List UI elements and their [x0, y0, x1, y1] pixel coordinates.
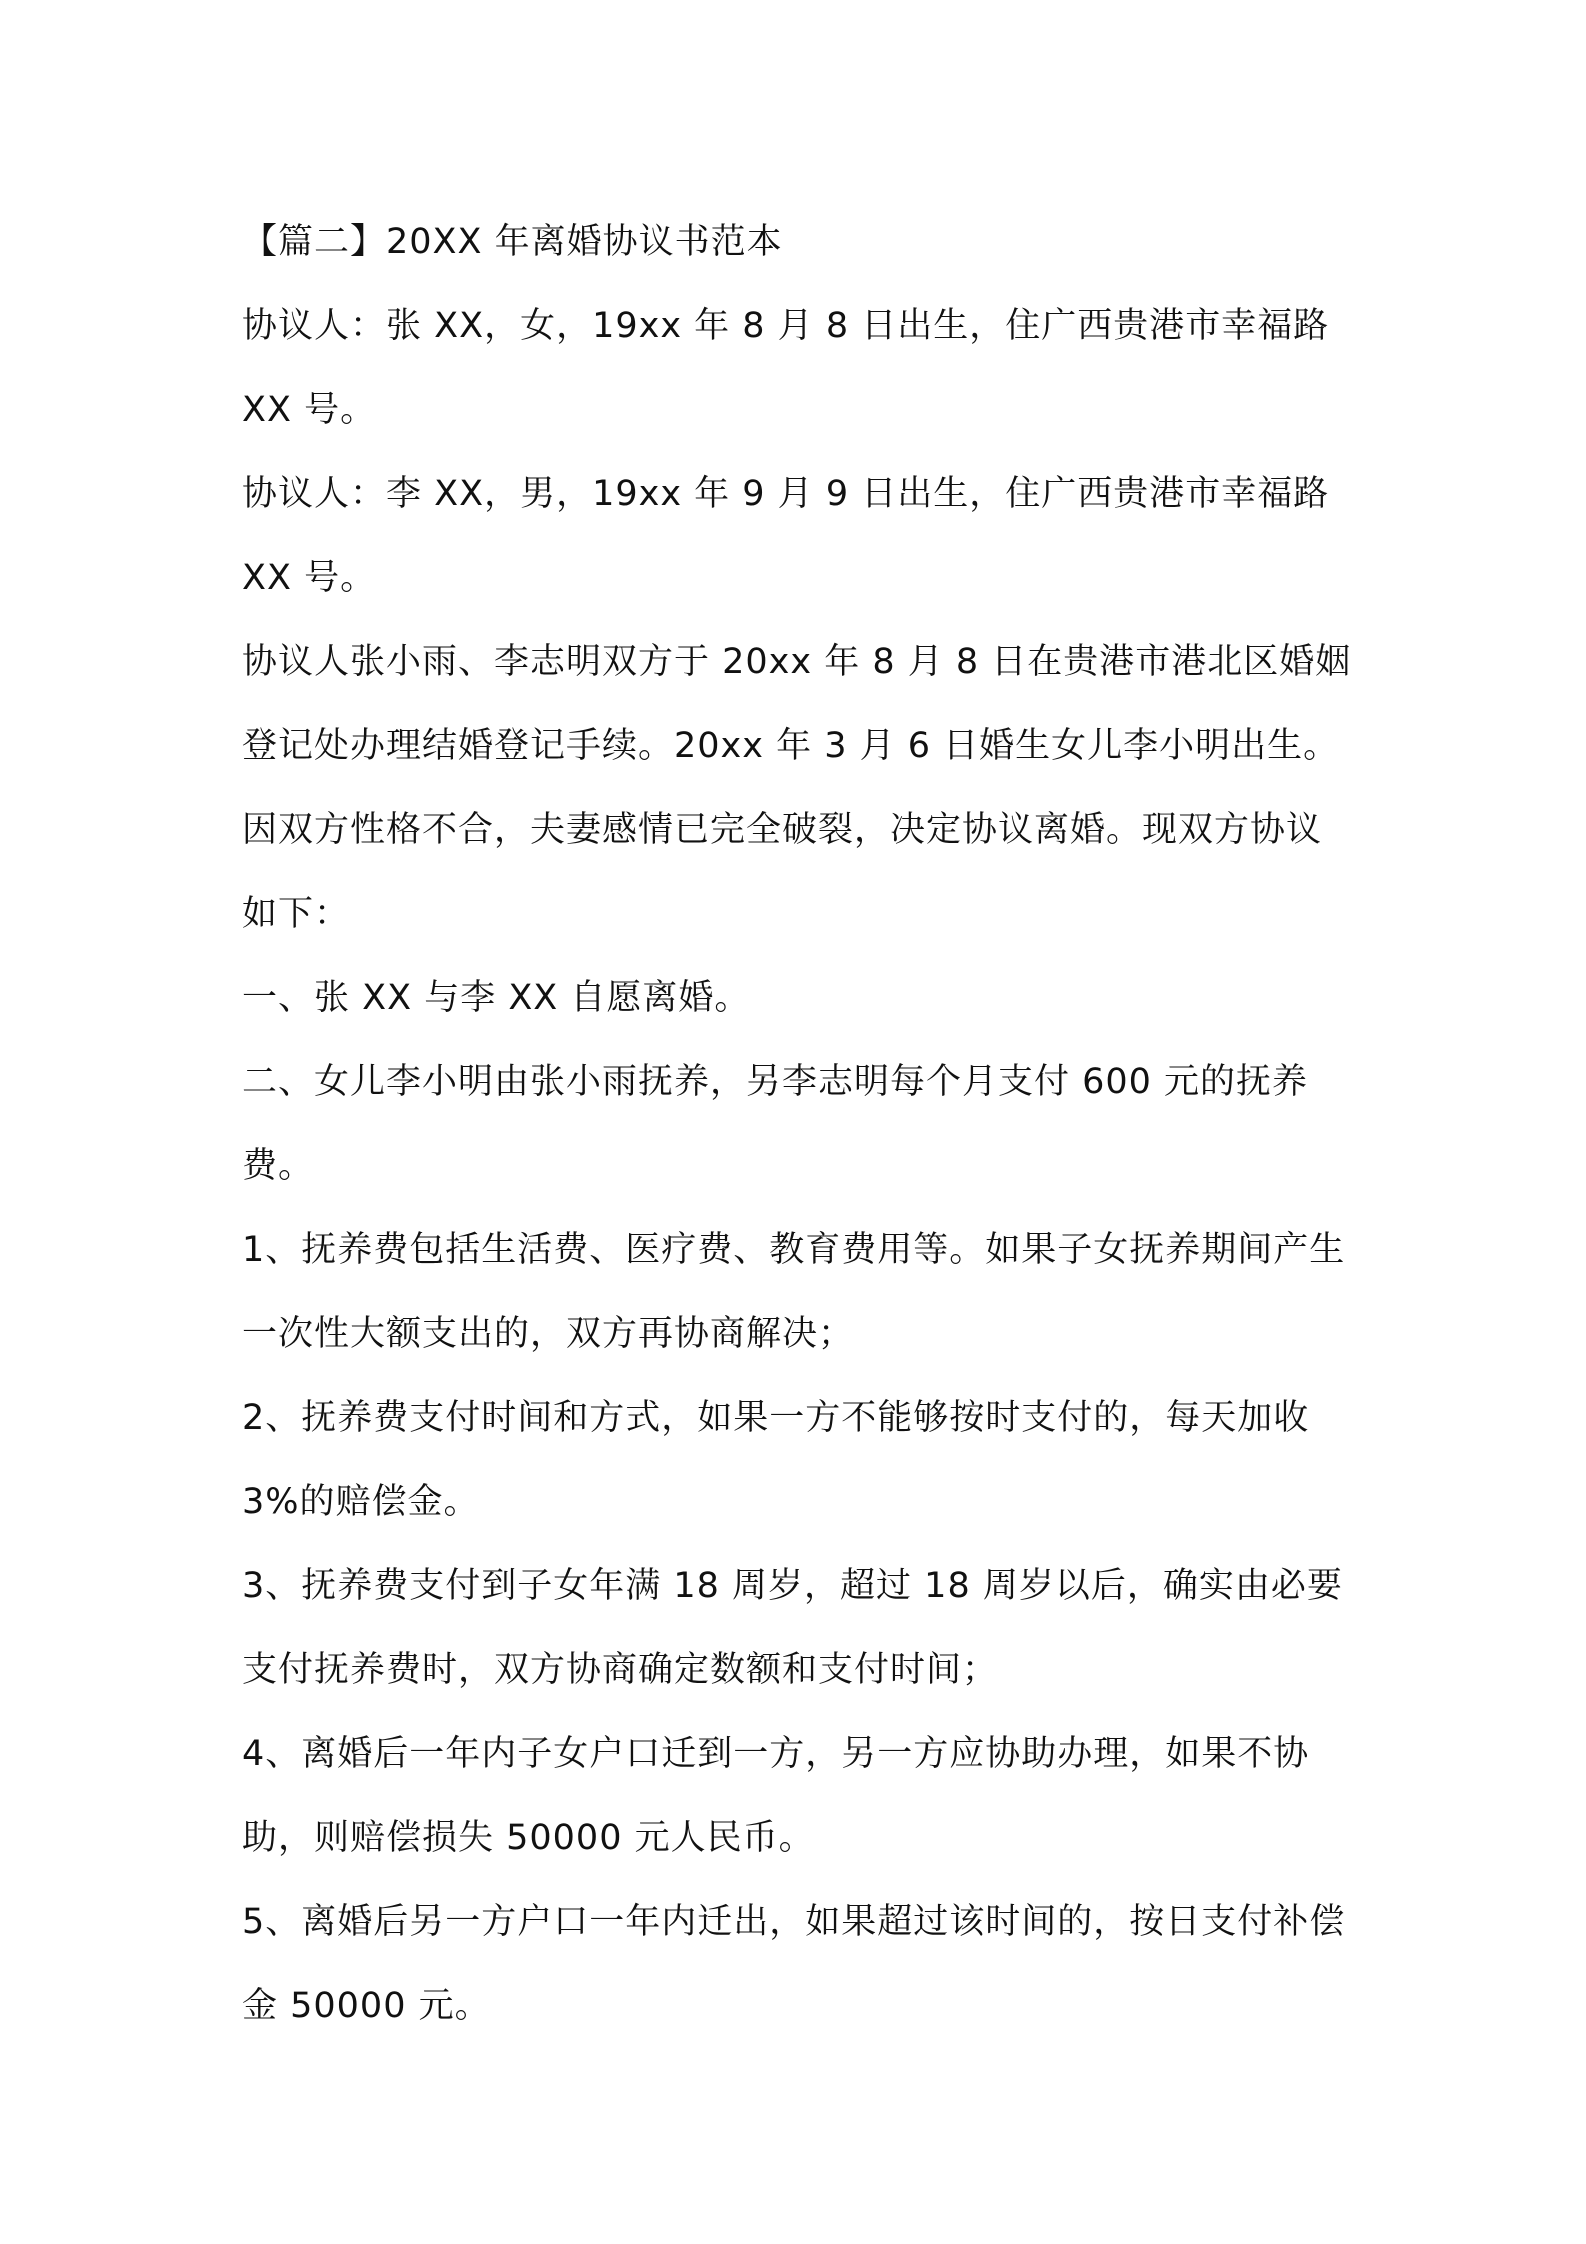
- party-two-paragraph: 协议人：李 XX，男，19xx 年 9 月 9 日出生，住广西贵港市幸福路 XX 号。: [242, 474, 1330, 598]
- subclause-two: 2、抚养费支付时间和方式，如果一方不能够按时支付的，每天加收 3%的赔偿金。: [242, 1398, 1310, 1522]
- subclause-one: 1、抚养费包括生活费、医疗费、教育费用等。如果子女抚养期间产生一次性大额支出的，双方再协商解决；: [242, 1230, 1346, 1354]
- subclause-three: 3、抚养费支付到子女年满 18 周岁，超过 18 周岁以后，确实由必要支付抚养费时，双方协商确定数额和支付时间；: [242, 1566, 1343, 1690]
- subclause-five: 5、离婚后另一方户口一年内迁出，如果超过该时间的，按日支付补偿金 50000 元。: [242, 1902, 1346, 2026]
- clause-one: 一、张 XX 与李 XX 自愿离婚。: [242, 978, 751, 1018]
- document-title: 【篇二】20XX 年离婚协议书范本: [242, 222, 783, 262]
- party-one-paragraph: 协议人：张 XX，女，19xx 年 8 月 8 日出生，住广西贵港市幸福路 XX 号。: [242, 306, 1330, 430]
- background-paragraph: 协议人张小雨、李志明双方于 20xx 年 8 月 8 日在贵港市港北区婚姻登记处办理结婚登记手续。20xx 年 3 月 6 日婚生女儿李小明出生。因双方性格不合，夫妻感情已完全破裂，决定协议离婚。现双方协议如下：: [242, 642, 1352, 934]
- subclause-four: 4、离婚后一年内子女户口迁到一方，另一方应协助办理，如果不协助，则赔偿损失 50000 元人民币。: [242, 1734, 1310, 1858]
- document-body: [242, 200, 1352, 2048]
- clause-two: 二、女儿李小明由张小雨抚养，另李志明每个月支付 600 元的抚养费。: [242, 1062, 1309, 1186]
